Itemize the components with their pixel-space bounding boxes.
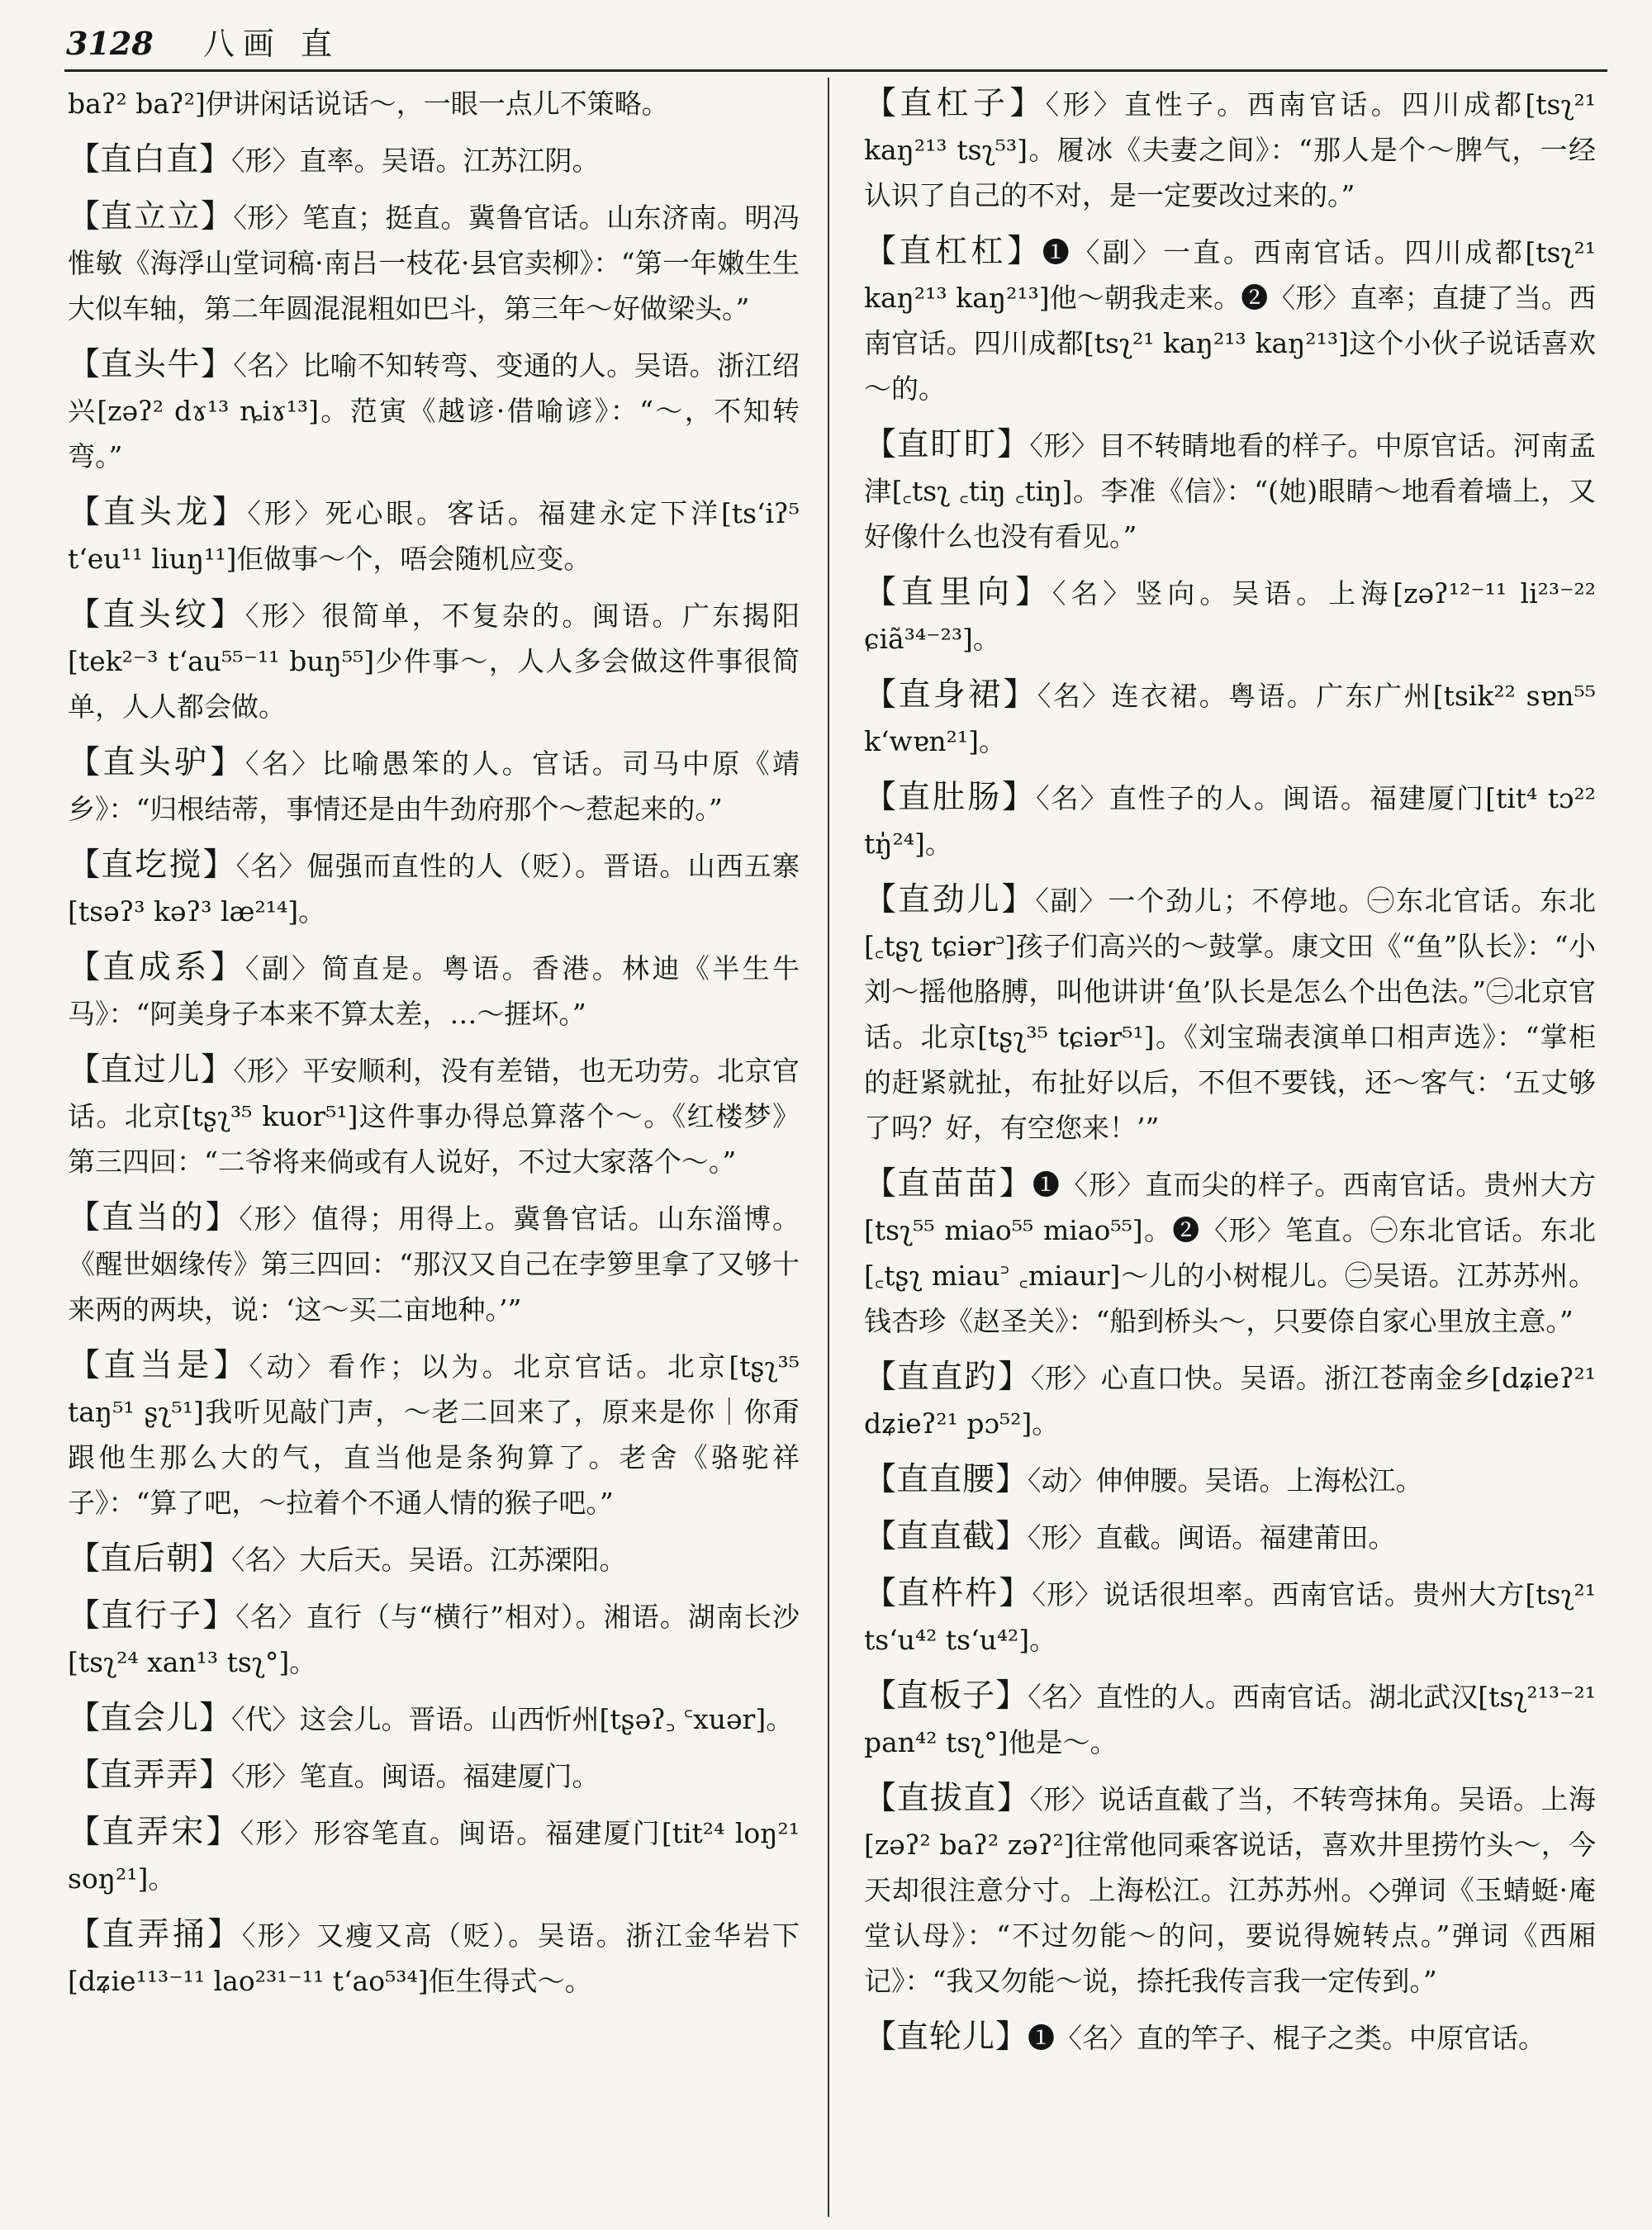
- headword: 【直肚肠】: [864, 779, 1037, 816]
- dictionary-entry: [68, 1810, 800, 1901]
- headword: 【直弄弄】: [68, 1757, 232, 1794]
- definition: 〈名〉大后天。吴语。江苏溧阳。: [231, 1544, 627, 1576]
- dictionary-entry: [864, 1673, 1596, 1765]
- right-column: [864, 81, 1596, 2071]
- dictionary-entry: [68, 342, 800, 479]
- definition: 〈动〉看作；以为。北京官话。北京[tʂʅ³⁵ taŋ⁵¹ ʂʅ⁵¹]我听见敲门声，～老二回来了，原来是你｜你甭跟他生那么大的气，直当他是条狗算了。老舍《骆驼祥子》：“算了吧，～拉着个不通人情的猴子吧。”: [68, 1350, 800, 1519]
- column-divider: [828, 78, 829, 2217]
- dictionary-entry: [864, 1161, 1596, 1344]
- definition: 〈名〉直行（与“横行”相对）。湘语。湖南长沙[tsʅ²⁴ xan¹³ tsʅ°]。: [68, 1601, 800, 1678]
- headword: 【直杠杠】: [864, 233, 1042, 270]
- headword: 【直行子】: [68, 1597, 236, 1635]
- dictionary-entry: [68, 1912, 800, 2004]
- definition: 〈形〉死心眼。客话。福建永定下洋[tsʻiʔ⁵ tʻeu¹¹ liuŋ¹¹]佢做事～个，唔会随机应变。: [68, 497, 800, 575]
- headword: 【直弄捅】: [68, 1916, 242, 1953]
- definition: ❶〈副〉一直。西南官话。四川成都[tsʅ²¹ kaŋ²¹³ kaŋ²¹³]他～朝我走来。❷〈形〉直率；直捷了当。西南官话。四川成都[tsʅ²¹ kaŋ²¹³ kaŋ²¹³]这个小伙子说话喜欢～的。: [864, 236, 1596, 405]
- headword: 【直里向】: [864, 574, 1052, 611]
- dictionary-entry: [864, 570, 1596, 662]
- headword: 【直头龙】: [68, 494, 248, 531]
- dictionary-entry: [864, 775, 1596, 866]
- headword: 【直当的】: [68, 1199, 240, 1236]
- entry-continuation: baʔ² baʔ²]伊讲闲话说话～，一眼一点儿不策略。: [68, 88, 669, 120]
- dictionary-entry: [864, 1355, 1596, 1446]
- headword: 【直杠子】: [864, 85, 1046, 122]
- headword: 【直立立】: [68, 198, 234, 235]
- headword: 【直直趵】: [864, 1359, 1031, 1396]
- dictionary-entry: [68, 1593, 800, 1685]
- headword: 【直头牛】: [68, 346, 234, 383]
- page-header: [66, 18, 1619, 69]
- definition: 〈形〉平安顺利，没有差错，也无功劳。北京官话。北京[tʂʅ³⁵ kuor⁵¹]这件事办得总算落个～。《红楼梦》第三四回：“二爷将来倘或有人说好，不过大家落个～。”: [68, 1055, 800, 1178]
- definition: 〈名〉竖向。吴语。上海[zəʔ¹²⁻¹¹ li²³⁻²² ɕiã³⁴⁻²³]。: [864, 577, 1596, 655]
- definition: 〈形〉直率。吴语。江苏江阴。: [231, 145, 600, 177]
- definition: 〈名〉比喻不知转弯、变通的人。吴语。浙江绍兴[zəʔ² dɤ¹³ ȵiɤ¹³]。范寅《越谚·借喻谚》：“～，不知转弯。”: [68, 349, 800, 472]
- definition: 〈副〉一个劲儿；不停地。㊀东北官话。东北[꜀tʂʅ tɕiər꜄]孩子们高兴的～鼓掌。康文田《“鱼”队长》：“小刘～摇他胳膊，叫他讲讲‘鱼’队长是怎么个出色法。”㊁北京官话。北京[tʂʅ³⁵ tɕiər⁵¹]。《刘宝瑞表演单口相声选》：“掌柜的赶紧就扯，布扯好以后，不但不要钱，还～客气：‘五丈够了吗？好，有空您来！’”: [864, 885, 1596, 1144]
- headword: 【直过儿】: [68, 1051, 234, 1089]
- dictionary-entry: [864, 422, 1596, 559]
- definition: ❶〈名〉直的竿子、棍子之类。中原官话。: [1028, 2022, 1546, 2054]
- dictionary-entry: [864, 877, 1596, 1151]
- headword: 【直当是】: [68, 1347, 249, 1384]
- headword: 【直苗苗】: [864, 1165, 1032, 1203]
- definition: 〈形〉心直口快。吴语。浙江苍南金乡[dʑieʔ²¹ dʑieʔ²¹ pɔ⁵²]。: [864, 1362, 1596, 1440]
- headword: 【直直腰】: [864, 1461, 1028, 1498]
- dictionary-entry: [864, 81, 1596, 218]
- page-title: 八画 直: [202, 26, 340, 62]
- headword: 【直身裙】: [864, 676, 1037, 714]
- headword: 【直轮儿】: [864, 2019, 1028, 2056]
- definition: 〈形〉直性子。西南官话。四川成都[tsʅ²¹ kaŋ²¹³ tsʅ⁵³]。履冰《夫妻之间》：“那人是个～脾气，一经认识了自己的不对，是一定要改过来的。”: [864, 88, 1596, 211]
- headword: 【直圪搅】: [68, 847, 236, 884]
- dictionary-entry: [68, 1047, 800, 1184]
- definition: 〈形〉又瘦又高（贬）。吴语。浙江金华岩下[dʑie¹¹³⁻¹¹ lao²³¹⁻¹¹ tʻao⁵³⁴]佢生得式～。: [68, 1919, 800, 1997]
- dictionary-entry: [68, 842, 800, 934]
- definition: 〈名〉直性的人。西南官话。湖北武汉[tsʅ²¹³⁻²¹ pan⁴² tsʅ°]他是～。: [864, 1681, 1596, 1758]
- dictionary-entry: [864, 1514, 1596, 1560]
- dictionary-entry: [864, 1571, 1596, 1663]
- definition: 〈形〉形容笔直。闽语。福建厦门[tit²⁴ loŋ²¹ soŋ²¹]。: [68, 1817, 800, 1895]
- headword: 【直头驴】: [68, 744, 245, 781]
- dictionary-entry: [864, 229, 1596, 411]
- definition: ❶〈形〉直而尖的样子。西南官话。贵州大方[tsʅ⁵⁵ miao⁵⁵ miao⁵⁵]。❷〈形〉笔直。㊀东北官话。东北[꜀tʂʅ miau꜄ ꜀miaur]～儿的小树棍儿。㊁吴语。江苏苏州。钱杏珍《赵圣关》：“船到桥头～，只要倷自家心里放主意。”: [864, 1169, 1596, 1337]
- definition: 〈名〉倔强而直性的人（贬）。晋语。山西五寨[tsəʔ³ kəʔ³ læ²¹⁴]。: [68, 850, 800, 928]
- dictionary-entry: [68, 194, 800, 331]
- definition: 〈名〉连衣裙。粤语。广东广州[tsik²² sɐn⁵⁵ kʻwɐn²¹]。: [864, 680, 1596, 757]
- headword: 【直杵杵】: [864, 1575, 1032, 1612]
- dictionary-entry: [68, 1195, 800, 1332]
- dictionary-entry: [864, 2014, 1596, 2061]
- dictionary-entry: [864, 1457, 1596, 1503]
- dictionary-entry: [68, 137, 800, 183]
- definition: 〈形〉很简单，不复杂的。闽语。广东揭阳[tek²⁻³ tʻau⁵⁵⁻¹¹ buŋ⁵⁵]少件事～，人人多会做这件事很简单，人人都会做。: [68, 600, 800, 723]
- definition: 〈形〉说话直截了当，不转弯抹角。吴语。上海[zəʔ² baʔ² zəʔ²]往常他同乘客说话，喜欢井里捞竹头～，今天却很注意分寸。上海松江。江苏苏州。◇弹词《玉蜻蜓·庵堂认母》：“不过勿能～的问，要说得婉转点。”弹词《西厢记》：“我又勿能～说，捺托我传言我一定传到。”: [864, 1783, 1596, 1997]
- headword: 【直直截】: [864, 1518, 1028, 1555]
- definition: 〈名〉比喻愚笨的人。官话。司马中原《靖乡》：“归根结蒂，事情还是由牛劲府那个～惹起来的。”: [68, 747, 800, 825]
- left-column: [68, 81, 800, 2014]
- headword: 【直盯盯】: [864, 426, 1030, 463]
- definition: 〈代〉这会儿。晋语。山西忻州[tʂəʔ꜆ ꜂xuər]。: [231, 1703, 794, 1735]
- headword: 【直劲儿】: [864, 881, 1036, 918]
- definition: 〈形〉目不转睛地看的样子。中原官话。河南孟津[꜀tsʅ ꜀tiŋ ꜀tiŋ]。李准《信》：“(她)眼睛～地看着墙上，又好像什么也没有看见。”: [864, 429, 1596, 553]
- headword: 【直拔直】: [864, 1780, 1030, 1817]
- dictionary-entry: [68, 1753, 800, 1799]
- dictionary-entry: [68, 490, 800, 581]
- definition: 〈副〉简直是。粤语。香港。林迪《半生牛马》：“阿美身子本来不算太差，…～捱坏。”: [68, 952, 800, 1030]
- dictionary-entry: [864, 1776, 1596, 2004]
- dictionary-entry: [68, 1696, 800, 1742]
- dictionary-entry: [68, 945, 800, 1037]
- definition: 〈形〉笔直；挺直。冀鲁官话。山东济南。明冯惟敏《海浮山堂词稿·南吕一枝花·县官卖柳》：“第一年嫩生生大似车轴，第二年圆混混粗如巴斗，第三年～好做梁头。”: [68, 202, 800, 325]
- headword: 【直白直】: [68, 141, 232, 178]
- definition: 〈名〉直性子的人。闽语。福建厦门[tit⁴ tɔ²² tŋ̍²⁴]。: [864, 782, 1596, 860]
- dictionary-entry: [68, 740, 800, 832]
- definition: 〈形〉值得；用得上。冀鲁官话。山东淄博。《醒世姻缘传》第三四回：“那汉又自己在孛箩里拿了又够十来两的两块，说：‘这～买二亩地种。’”: [68, 1203, 800, 1326]
- definition: 〈形〉直截。闽语。福建莆田。: [1028, 1521, 1396, 1554]
- dictionary-entry: [68, 592, 800, 729]
- dictionary-entry: [68, 1536, 800, 1582]
- headword: 【直头纹】: [68, 596, 245, 633]
- headword: 【直会儿】: [68, 1700, 232, 1737]
- definition: 〈形〉笔直。闽语。福建厦门。: [231, 1760, 600, 1792]
- header-rule: [64, 69, 1607, 72]
- headword: 【直成系】: [68, 949, 245, 986]
- definition: 〈动〉伸伸腰。吴语。上海松江。: [1028, 1464, 1423, 1497]
- dictionary-entry: [68, 1343, 800, 1525]
- headword: 【直弄宋】: [68, 1814, 240, 1851]
- definition: 〈形〉说话很坦率。西南官话。贵州大方[tsʅ²¹ tsʻu⁴² tsʻu⁴²]。: [864, 1578, 1596, 1656]
- page-number: 3128: [66, 25, 154, 62]
- headword: 【直板子】: [864, 1677, 1028, 1715]
- dictionary-entry: [864, 672, 1596, 764]
- headword: 【直后朝】: [68, 1540, 232, 1578]
